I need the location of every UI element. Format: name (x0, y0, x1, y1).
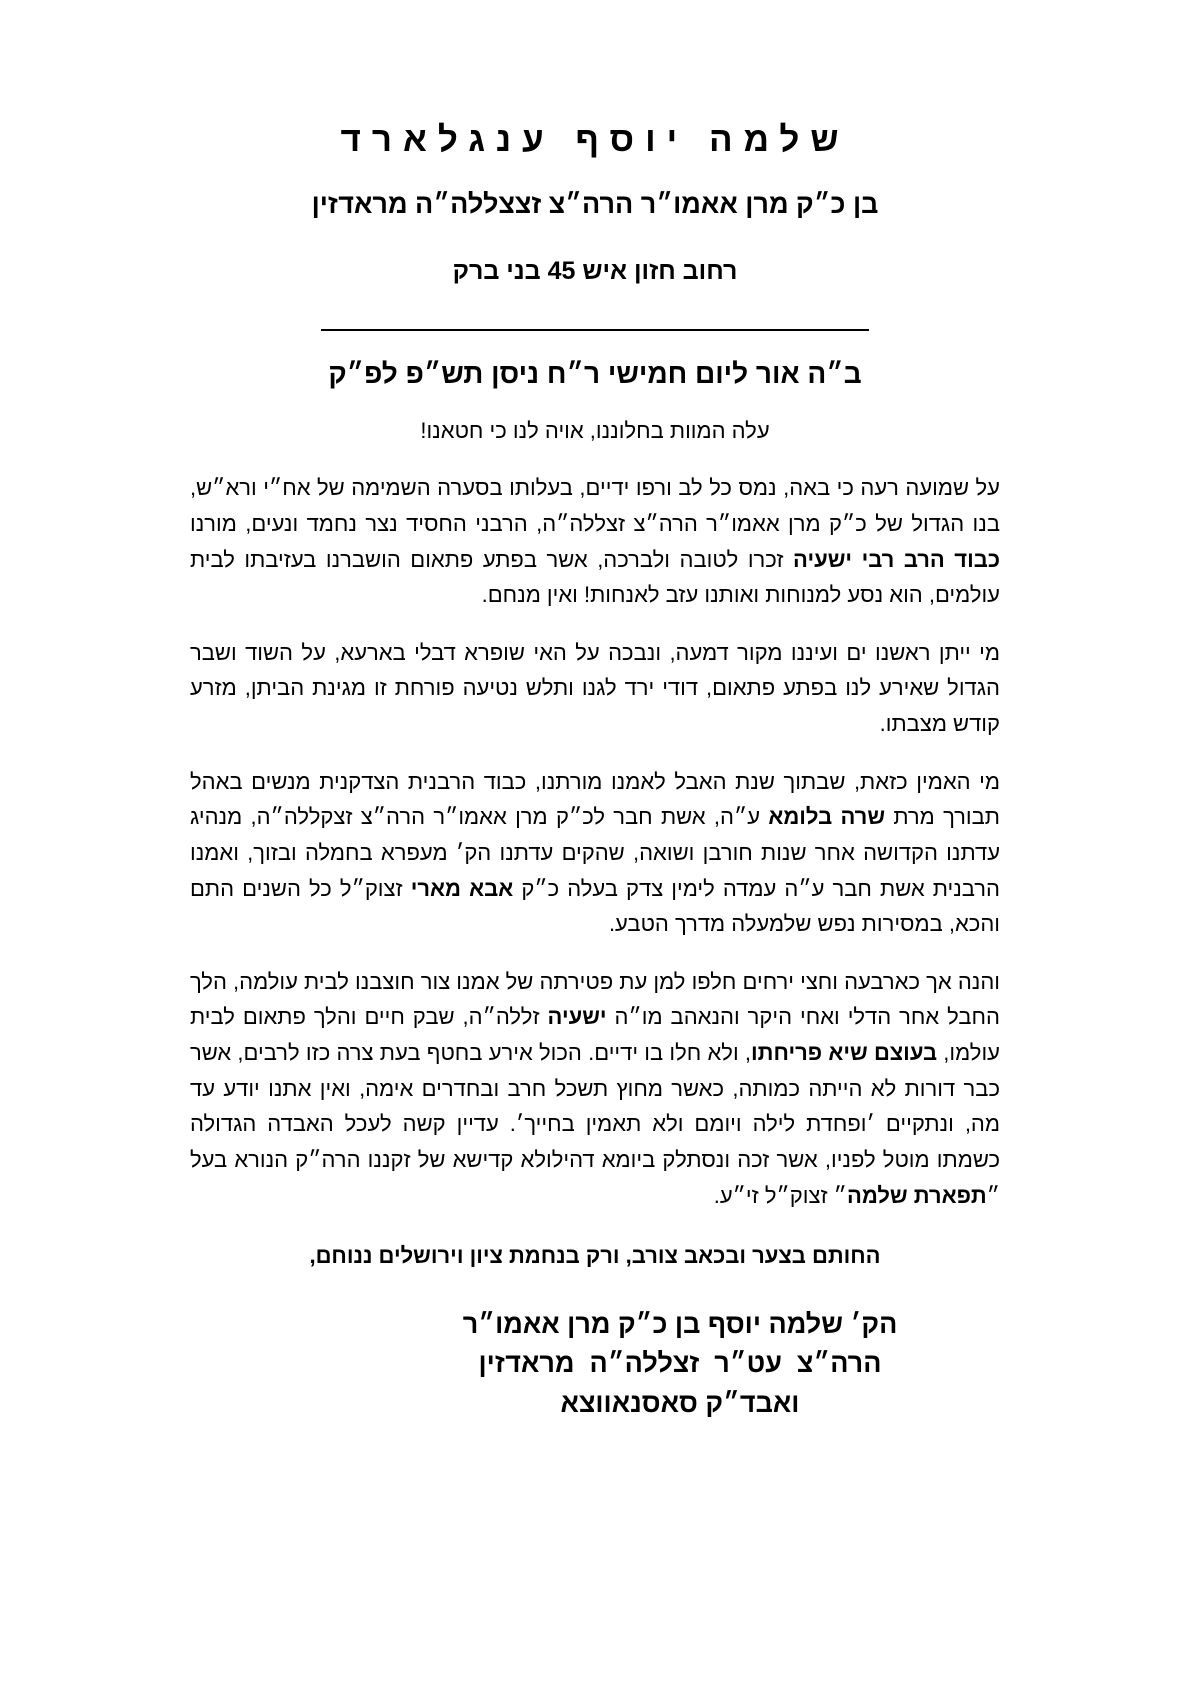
paragraph-4 (190, 964, 1000, 1213)
divider-wrapper (190, 329, 1000, 331)
body-text: מי ייתן ראשנו ים ועיננו מקור דמעה, ונבכה על האי שופרא דבלי בארעא, על השוד ושבר הגדול שאירע לנו בפתע פתאום, דודי ירד לגנו ותלש נטיעה פורחת זו מגינת הביתן, מזרע קודש מצבתו. (190, 639, 1000, 737)
horizontal-rule (321, 329, 869, 331)
emphasized-text: שרה בלומא (768, 804, 886, 830)
closing-line: החותם בצער ובכאב צורב, ורק בנחמת ציון וירושלים ננוחם, (309, 1243, 881, 1269)
signature-line-3: ואבד״ק סאסנאווצא (560, 1387, 800, 1418)
paragraph-1 (190, 470, 1000, 613)
opening-line: עלה המוות בחלוננו, אויה לנו כי חטאנו! (420, 418, 770, 444)
letterhead-address: רחוב חזון איש 45 בני ברק (452, 256, 738, 285)
letterhead (190, 118, 1000, 287)
body-text: מי האמין כזאת, שבתוך שנת האבל לאמנו מורתנו, כבוד הרבנית הצדקנית מנשים באהל תבורך מרת (190, 768, 1000, 830)
signature-block (190, 1305, 1000, 1422)
body-text: , ולא חלו בו ידיים. הכול אירע בחטף בעת צרה כזו לרבים, אשר כבר דורות לא הייתה כמותה, כאשר מחוץ תשכל חרב ובחדרים אימה, ואין אתנו יודע עד מה, ונתקיים ׳ופחדת לילה ויומם ולא תאמין בחייך׳. עדיין קשה לעכל האבדה הגדולה כשמתו מוטל לפניו, אשר זכה ונסתלק ביומא דהילולא קדישא של זקננו הרה״ק הנורא בעל ״ (190, 1040, 1000, 1208)
emphasized-text: כבוד הרב רבי ישעיה (793, 546, 1001, 572)
body-text: על שמועה רעה כי באה, נמס כל לב ורפו ידיים, בעלותו בסערה השמימה של אח״י ורא״ש, בנו הגדול של כ״ק מרן אאמו״ר הרה״צ זצללה״ה, הרבני החסיד נצר נחמד ונעים, מורנו (190, 475, 1000, 536)
signature-line-1: הק׳ שלמה יוסף בן כ״ק מרן אאמו״ר (462, 1309, 898, 1340)
body-text: והנה אך כארבעה וחצי ירחים חלפו למן עת פטירתה של אמנו צור חוצבנו לבית עולמה, הלך החבל אחר הדלי ואחי היקר והנאהב מו״ה (190, 968, 1000, 1030)
body-text: זכרו לטובה ולברכה, אשר בפתע פתאום הושברנו בעזיבתו לבית עולמים, הוא נסע למנוחות ואותנו עזב לאנחות! ואין מנחם. (190, 546, 1000, 608)
body-text: זללה״ה, שבק חיים והלך פתאום לבית עולמו, (190, 1004, 1000, 1066)
emphasized-text: ישעיה (547, 1004, 607, 1030)
emphasized-text: אבא מארי (410, 875, 514, 901)
body-copy (190, 470, 1000, 1213)
emphasized-text: בעוצם שיא פריחתו (751, 1040, 938, 1066)
body-text: זצוק״ל כל השנים התם והכא, במסירות נפש שלמעלה מדרך הטבע. (190, 875, 1000, 937)
date-line: ב״ה אור ליום חמישי ר״ח ניסן תש״פ לפ״ק (328, 358, 862, 390)
signature-line-2: הרה״צ עט״ר זצללה״ה מראדזין (478, 1348, 882, 1379)
paragraph-2 (190, 635, 1000, 742)
letterhead-lineage: בן כ״ק מרן אאמו״ר הרה״צ זצצללה״ה מראדזין (311, 188, 879, 219)
paragraph-3 (190, 764, 1000, 942)
body-text: ע״ה, אשת חבר לכ״ק מרן אאמו״ר הרה״צ זצקללה״ה, מנהיג עדתנו הקדושה אחר שנות חורבן ושואה, שהקים עדתנו הק׳ מעפרא בחמלה ובזוך, ואמנו הרבנית אשת חבר ע״ה עמדה לימין צדק בעלה כ״ק (190, 804, 1000, 901)
body-text: ״ זצוק״ל זי״ע. (713, 1182, 847, 1208)
emphasized-text: תפארת שלמה (846, 1182, 987, 1208)
letterhead-name: שלמה יוסף ענגלארד (340, 120, 850, 159)
